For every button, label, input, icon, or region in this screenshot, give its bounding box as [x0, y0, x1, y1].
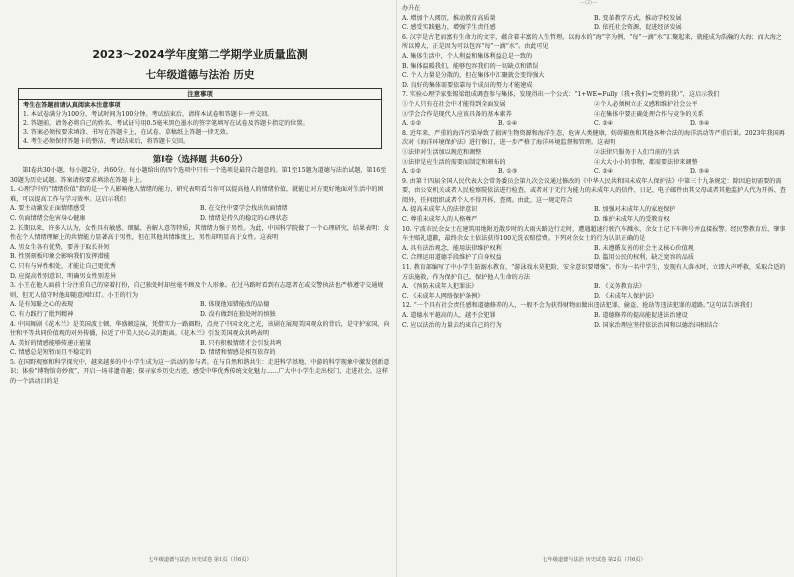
question-stem: 12. “一个具有社会责任感和道德修养的人，一般不会为获得财物而做出违法犯罪，偷盗、抢劫等违法犯罪的道路。”这句话告诉我们: [402, 302, 752, 310]
notice-item: 3. 答案必须按要求填涂、书写在答题卡上，在试卷、草稿纸上答题一律无效。: [23, 129, 232, 136]
question-option: B. 性别刻板印象会影响我们发挥潜能: [10, 253, 110, 261]
question-option: A. 要主动激发正面情绪感受: [10, 205, 86, 213]
question-stem: 10. 宁波市民余女士在建筑用地附近散步时的大雨天路边行走时，遭遇超速行驶汽车溅水，余女士记下车牌号并直接报警。经民警教育后，肇事车主赔礼道歉，最终余女士依法获得100元洗衣赔偿费。下列对余女士的行为认识正确的是: [402, 225, 786, 243]
question-option: B. 未遵循友善的社会主义核心价值观: [594, 244, 694, 252]
question-option: B. 《义务教育法》: [594, 283, 646, 291]
question-options: [402, 205, 786, 224]
question-option: ④在集体中要正确处理合作与竞争的关系: [594, 110, 704, 118]
question-option: C. 只有与异性相处，才能让自己更优秀: [10, 262, 116, 270]
question-stem: 4. 中国舞剧《花木兰》是美国波士顿、华盛顿巡演，凭借实力一路圈粉，点亮了中国文化之光，该剧在展现美国观众的背后，是守护家国、向往和平等共同价值观的对外传播，拉近了中美人民心灵的距离。《花木兰》引发美国观众共鸣表明: [10, 320, 390, 338]
page-top-mark: —(2)—: [580, 0, 598, 6]
question-option: B. 变革教学方式，推动学校发展: [594, 14, 682, 22]
question-stem: 11. 教育部编写了中小学生防溺水教育，“游泳戏水莫犯险，安全意识要增强”。作为一名中学生，发现有人落水时，立即大声呼救，采取合适的方法施救，作为保护自己，保护他人生命的方法: [402, 264, 786, 281]
exam-title: 2023～2024学年度第二学期学业质量监测: [92, 48, 308, 61]
notice-subtitle: 考生在答题前请认真阅读本注意事项: [23, 102, 121, 109]
page-left: [10, 4, 390, 570]
question-stem: 3. 小王在他人面前十分注重自己的穿着打扮，自己独处时却丝毫不顾及个人形象。在过马路时看到有志愿者在或交警执法也严格遵守交通规则，但无人值守时他却随意闯红灯。小王的行为: [10, 282, 384, 299]
question-option: C. 感受实践魅力，增强学生责任感: [402, 24, 496, 32]
notice-title: 注意事项: [19, 90, 381, 100]
question-option: A. 《预防未成年人犯罪法》: [402, 283, 478, 291]
question-option: A. 美好的情感能够传递正能量: [10, 339, 92, 347]
question-option: A. ①②: [402, 120, 422, 128]
question-option: B. ①③: [498, 168, 518, 176]
question-option: ②法律只服务于人们当前的生活: [594, 148, 680, 156]
question-option: C. 尊重未成年人的人格尊严: [402, 216, 478, 224]
question-stem: 2. 长期以来，许多人认为，女性具有敏感、细腻、善解人意等特质，其情绪力强于男性。为此，中国科学院做了一个心理研究，结果表明：女性在个人情绪理解上的共情能力显著高于男性，但在其他共情维度上，男性却明显高于女性。这表明: [10, 224, 390, 242]
question-options: [402, 282, 786, 301]
notice-item: 2. 答题前，请务必将自己的姓名、考试证号用0.5毫米黑色墨水的签字笔填写在试卷及答题卡指定的位置。: [23, 120, 309, 127]
left-question-list: [10, 185, 390, 386]
question-option: A. 具有法治观念，能用法律维护权利: [402, 244, 502, 252]
exam-subtitle: 七年级道德与法治 历史: [145, 69, 255, 81]
question-option: D. 情绪是持久的稳定的心理状态: [200, 214, 288, 222]
question-option: A. 男女生各有优势，要善于取长补短: [10, 243, 110, 251]
question-option: C. 合理运用道德手段维护了自身权益: [402, 254, 502, 262]
page-right: [402, 4, 786, 570]
question-option: B. 在交往中要学会找出负面情绪: [200, 205, 288, 213]
question-stem: 办升在: [402, 5, 421, 12]
notice-box: [18, 88, 382, 149]
question-option: C. 个人力量是分散的，但在集体中汇聚就会变得强大: [402, 72, 545, 80]
question-option: ④大大小小的事物，都需要法律来调整: [594, 158, 698, 166]
question-option: D. ③④: [690, 168, 710, 176]
question-option: ①个人只有在社会中才能得到全面发展: [402, 100, 506, 108]
notice-item: 1. 本试卷满分为100分，考试时间为100分钟。考试结束后，请将本试卷和答题卡一并交回。: [23, 111, 274, 118]
question-options: [402, 14, 786, 33]
question-option: A. 是有知耻之心的表现: [10, 301, 74, 309]
question-option: B. 只有积极情绪才会引发共鸣: [200, 339, 282, 347]
question-stem: 6. 汉字是古老而富有生命力的文字，蕴含着丰富的人生哲理。以海水的“海”字为例，“每”一滴“水”汇聚起来，就能成为浩瀚的大海；而大海之所以博大，正是因为可以包容“每”一滴“水”。由此可见: [402, 33, 782, 51]
question-stem: 8. 近年来，严重的海洋污染导致了损害生物资源和海洋生态，危害人类健康，妨碍捕鱼和其他各种合法的海洋活动等严重后果。2023年我国再次对《海洋环境保护法》进行修订，进一步严格了海洋环境监督和管理。这表明: [402, 129, 785, 147]
notice-item: 4. 考生必须保持答题卡的整洁，考试结束后，将答题卡交回。: [23, 138, 190, 145]
question-option: ①法律对生活加以规范和调整: [402, 148, 482, 156]
question-options: [10, 339, 390, 358]
right-question-list: [402, 4, 786, 330]
question-option: B. 加强对未成年人的家庭保护: [594, 206, 676, 214]
question-option: B. 道德修养的提高能促进法治建设: [594, 312, 688, 319]
question-option: B. 体现他知错能改的品德: [200, 301, 270, 309]
question-options: [10, 204, 390, 223]
question-option: D. 国家治理应坚持依法治国和以德治国相结合: [594, 321, 719, 329]
question-options: [402, 167, 786, 177]
part-title: 第Ⅰ卷（选择题 共60分）: [152, 155, 248, 165]
question-options: [402, 244, 786, 263]
question-option: ③学会合作是现代人应该具备的基本素养: [402, 110, 512, 118]
question-options: [10, 243, 390, 281]
question-stem: 9. 由第十四届全国人民代表大会常务委员会第九次会议通过修改的《中华人民共和国未成年人保护法》中第三十九条规定：除因迫切需要的需要，由公安机关或者人民检察院依法进行检查，或者对于无行为能力的未成年人的信件、日记、电子邮件由其父母或者其他监护人代为开拆、查阅外，任何组织或者个人不得开拆、查阅。由此，这一规定符合: [402, 177, 786, 204]
question-option: C. 情感总是短暂而且不稳定的: [10, 349, 92, 357]
question-option: D. 没有做到在独处时的慎独: [200, 310, 276, 318]
question-option: C. 负面情绪会危害身心健康: [10, 214, 86, 222]
page-divider: [396, 0, 397, 577]
question-option: A. 道德水平越高的人，越不会犯罪: [402, 312, 496, 319]
question-option: A. 增加个人阅历，推动教育高质量: [402, 14, 496, 22]
page-footer: 七年级道德与法治 历史试卷 第2页（共6页）: [542, 557, 646, 564]
question-option: D. 《未成年人保护法》: [594, 292, 658, 300]
question-options: [10, 300, 390, 319]
question-option: D. ③④: [690, 120, 710, 128]
question-options: [402, 148, 786, 167]
question-option: C. ②④: [594, 168, 614, 176]
question-option: D. 良好的集体需要依靠每个成员的努力才能建成: [402, 81, 533, 89]
question-option: D. 应提高性别意识，明确男女性别差异: [10, 272, 117, 280]
question-option: D. 依托社会资源，促进经济发展: [594, 24, 682, 32]
question-option: D. 滥用公民的权利，缺乏宽容的品质: [594, 254, 694, 262]
question-option: ②个人必须树立正义感和维护社会公平: [594, 100, 698, 108]
question-option: C. 应以法治的力量去约束自己的行为: [402, 321, 502, 329]
question-option: ③法律是应生活的需要而制定和颁布的: [402, 158, 506, 166]
question-options: [402, 119, 786, 129]
part-instructions: 第Ⅰ卷共30小题，每小题2分，共60分。每小题给出的四个选项中只有一个选项是最符合题意的。第1至15题为道德与法治试题，第16至30题为历史试题。答案请按要求填涂在答题卡上。: [10, 167, 387, 184]
question-options: [402, 52, 786, 90]
question-stem: 1. 心理学中的“情绪价值”指的是一个人影响他人情绪的能力，研究表明看当你可以提高他人的情绪价值，就能让对方更好地面对生活中的困难，可以提高工作与学习效率。这启示我们: [10, 186, 384, 203]
question-option: A. 提高未成年人的法律意识: [402, 206, 478, 214]
question-option: C. 有力践行了批判精神: [10, 310, 74, 318]
question-options: [402, 311, 786, 330]
question-option: B. ①④: [498, 120, 518, 128]
page-footer: 七年级道德与法治 历史试卷 第1页（共6页）: [148, 557, 252, 564]
question-options: [402, 100, 786, 119]
question-option: A. ①②: [402, 168, 422, 176]
question-stem: 7. 实验心理学家张锡梁组成调查参与集体，发现得出一个公式：“1+WE=Fully（我+我们=完整的我）”，这启示我们: [402, 91, 720, 99]
question-option: C. ②④: [594, 120, 614, 128]
question-option: C. 《未成年人网络保护条例》: [402, 292, 484, 300]
question-option: A. 集体生活中，个人利益和集体利益总是一致的: [402, 52, 533, 60]
question-option: B. 集体温暖我们，能够包容我们的一切缺点和错误: [402, 62, 539, 70]
question-option: D. 维护未成年人的受教育权: [594, 216, 670, 224]
question-stem: 5. 在国野观察和科学探究中，越来越多的中小学生成为这一活动的参与者。在与自然和谐共生：走进科学基地、中游的科学现象中激发创新意识；体验“博物馆奇妙夜”，开启一场非遗奇趣；探寻家乡历史古迹，感受中华优秀传统文化魅力……广大中小学生走出校门、走进社会。这样的一个活动目的是: [10, 358, 390, 386]
question-option: D. 情绪和情感是相互依存的: [200, 349, 276, 357]
